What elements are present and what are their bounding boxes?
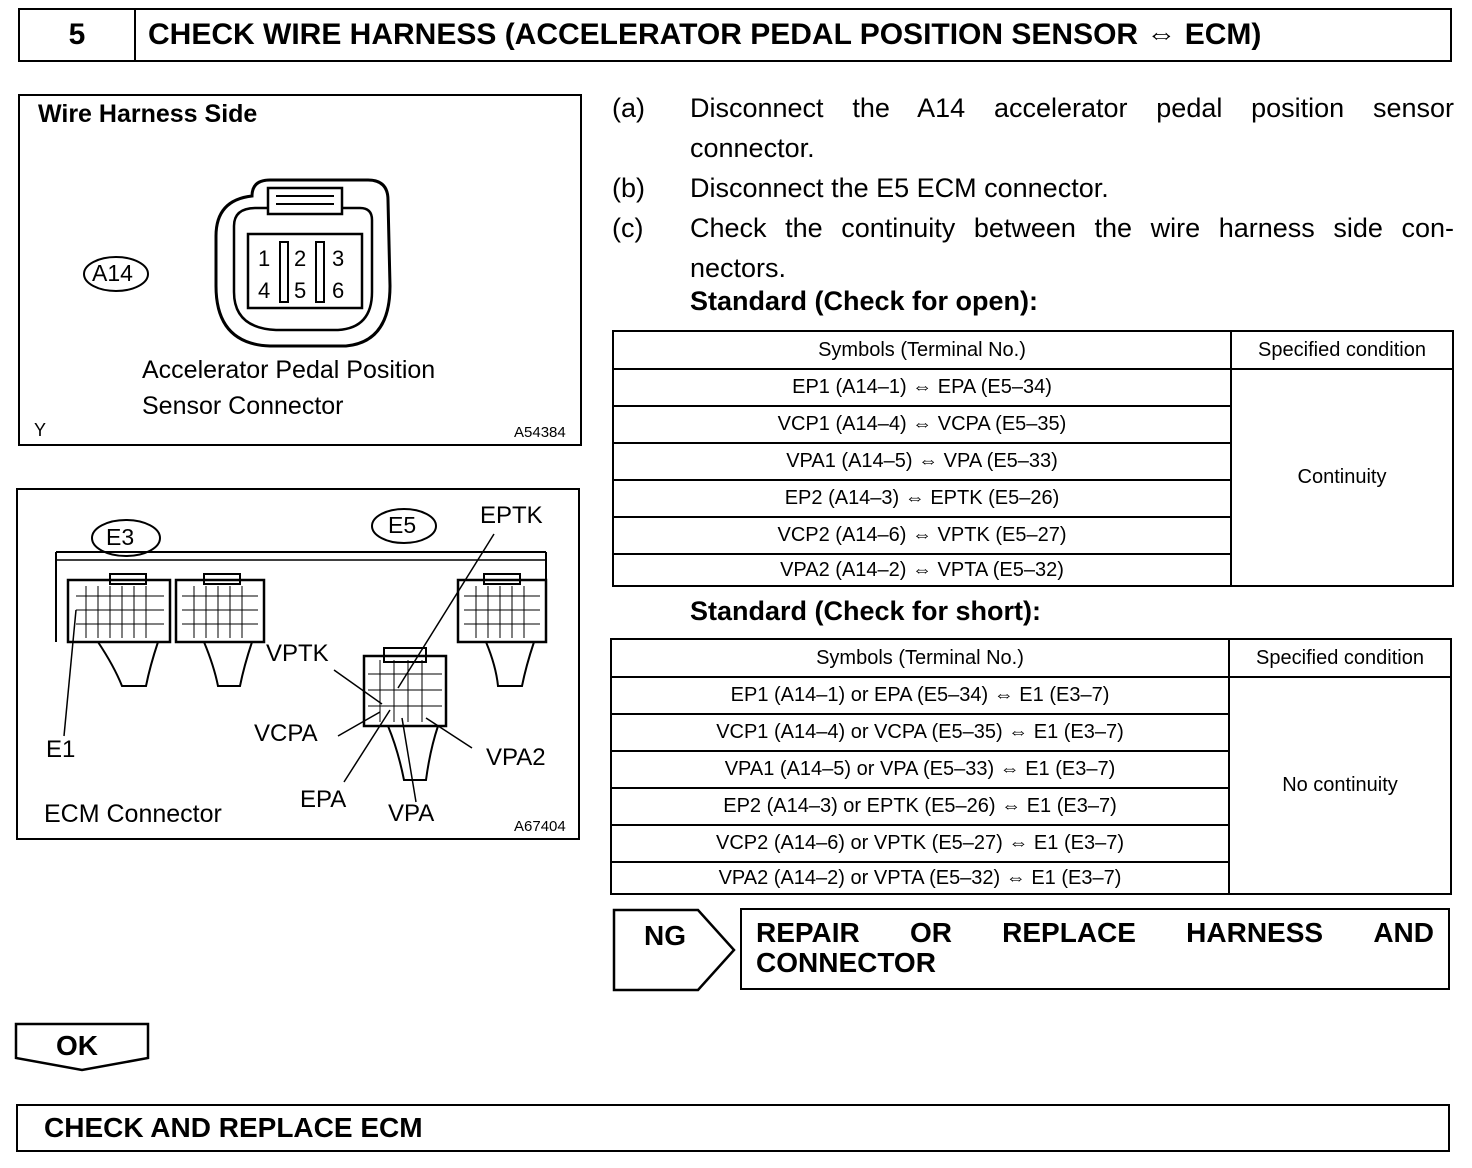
ng-action-word: REPAIR [756,917,860,948]
instruction-item [612,88,1454,168]
table-row: VCP2 (A14–6) or VPTK (E5–27) ⇔ E1 (E3–7) [611,825,1229,862]
pin-label: 2 [294,246,307,271]
table-row: EP2 (A14–3) or EPTK (E5–26) ⇔ E1 (E3–7) [611,788,1229,825]
table-row: VPA2 (A14–2) or VPTA (E5–32) ⇔ E1 (E3–7) [611,862,1229,894]
figure-wire-harness-side [18,94,582,446]
ng-label: NG [644,920,686,951]
ng-arrow [612,908,738,992]
terminal-label-vcpa: VCPA [254,720,318,747]
instruction-letter: (c) [612,213,644,243]
ng-action-word: OR [909,917,952,948]
pin-label: 6 [332,278,345,303]
figure2-id: A67404 [514,818,566,835]
table-row: VPA1 (A14–5) or VPA (E5–33) ⇔ E1 (E3–7) [611,751,1229,788]
instruction-item [612,208,1454,288]
figure1-caption-line1: Accelerator Pedal Position [142,356,436,384]
table-row: VPA1 (A14–5) ⇔ VPA (E5–33) [613,443,1231,480]
figure1-id: A54384 [514,424,566,441]
terminal-label-eptk: EPTK [480,502,543,529]
figure1-heading: Wire Harness Side [38,100,258,128]
connector-e3-label: E3 [106,524,135,550]
instruction-text-cont: connector. [690,133,815,163]
figure1-corner-mark: Y [34,420,47,440]
instruction-letter: (a) [612,93,645,123]
table-row: EP1 (A14–1) ⇔ EPA (E5–34) [613,369,1231,406]
table-row: VPA2 (A14–2) ⇔ VPTA (E5–32) [613,554,1231,586]
pin-label: 3 [332,246,345,271]
figure2-caption: ECM Connector [44,800,222,828]
instruction-text: Disconnect the E5 ECM connector. [690,173,1109,203]
connector-id-label: A14 [92,260,133,286]
table-row: EP1 (A14–1) or EPA (E5–34) ⇔ E1 (E3–7) [611,677,1229,714]
table-row: VCP1 (A14–4) ⇔ VCPA (E5–35) [613,406,1231,443]
ng-action-word: HARNESS [1186,917,1324,948]
ng-action-box [740,908,1450,990]
step-header [18,8,1452,62]
column-header-symbols: Symbols (Terminal No.) [613,331,1231,369]
ng-action-word: AND [1373,917,1434,948]
instructions [612,88,1454,288]
step-number: 5 [20,10,136,60]
column-header-condition: Specified condition [1231,331,1453,369]
ok-label: OK [56,1030,98,1061]
open-check-heading: Standard (Check for open): [690,286,1039,316]
short-check-heading: Standard (Check for short): [690,596,1042,626]
connector-e5-label: E5 [388,512,417,538]
terminal-label-vpa2: VPA2 [486,744,546,771]
table-row: VCP1 (A14–4) or VCPA (E5–35) ⇔ E1 (E3–7) [611,714,1229,751]
terminal-label-vpa: VPA [388,800,435,827]
column-header-symbols: Symbols (Terminal No.) [611,639,1229,677]
terminal-label-vptk: VPTK [266,640,329,667]
short-check-table [610,638,1452,895]
terminal-label-epa: EPA [300,786,347,813]
condition-cell: Continuity [1231,369,1453,586]
pin-label: 1 [258,246,271,271]
table-row: VCP2 (A14–6) ⇔ VPTK (E5–27) [613,517,1231,554]
condition-cell: No continuity [1229,677,1451,894]
instruction-item [612,168,1454,208]
table-row: EP2 (A14–3) ⇔ EPTK (E5–26) [613,480,1231,517]
figure1-caption-line2: Sensor Connector [142,392,344,420]
instruction-text: Disconnect the A14 accelerator pedal position sensor [690,93,1454,123]
ok-arrow [14,1022,152,1074]
ng-action-line2: CONNECTOR [756,947,936,978]
open-check-table [612,330,1454,587]
instruction-letter: (b) [612,173,645,203]
pin-label: 5 [294,278,307,303]
step-title: CHECK WIRE HARNESS (ACCELERATOR PEDAL POSITION SENSOR ⇔ ECM) [148,18,1262,51]
figure-ecm-connector [16,488,580,840]
instruction-text-cont: nectors. [690,253,787,283]
final-action-box: CHECK AND REPLACE ECM [16,1104,1450,1152]
column-header-condition: Specified condition [1229,639,1451,677]
terminal-label-e1: E1 [46,736,76,763]
instruction-text: Check the continuity between the wire harness side con- [690,213,1454,243]
ng-action-word: REPLACE [1002,917,1136,948]
pin-label: 4 [258,278,271,303]
